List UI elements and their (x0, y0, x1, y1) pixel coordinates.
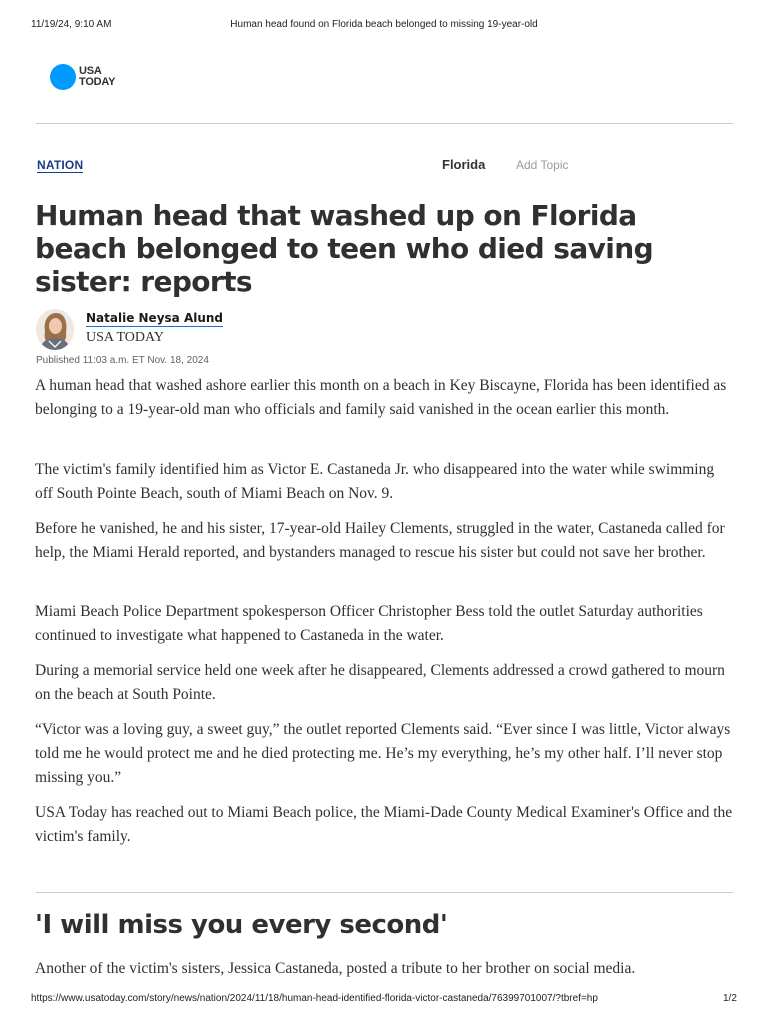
print-date: 11/19/24, 9:10 AM (31, 19, 112, 30)
logo-circle-icon (50, 64, 76, 90)
paragraph-3: Before he vanished, he and his sister, 17-year-old Hailey Clements, struggled in the water, Castaneda called for help, the Miami Herald reported, and bystanders managed to rescue his sister but could not save her brother. (35, 520, 725, 561)
paragraph-1: A human head that washed ashore earlier this month on a beach in Key Biscayne, Florida has been identified as belonging to a 19-year-old man who officials and family said vanished in the ocean earlier this month. (35, 377, 727, 418)
byline (36, 309, 436, 351)
paragraph-2: The victim's family identified him as Victor E. Castaneda Jr. who disappeared into the water while swimming off South Pointe Beach, south of Miami Beach on Nov. 9. (35, 461, 715, 502)
topic-bar (36, 157, 733, 177)
header-divider (36, 123, 733, 124)
article-headline: Human head that washed up on Florida beach belonged to teen who died saving sister: reports (35, 199, 654, 298)
print-page-number: 1/2 (723, 993, 737, 1004)
print-header (0, 19, 768, 33)
paragraph-6-quote: “Victor was a loving guy, a sweet guy,” the outlet reported Clements said. “Ever since I was little, Victor always told me he would protect me and he died protecting me. He’s my everything, he’s my other half. I’ll never stop missing you.” (35, 721, 731, 786)
add-topic-button[interactable]: Add Topic (516, 158, 569, 172)
paragraph-7: USA Today has reached out to Miami Beach police, the Miami-Dade County Medical Examiner's Office and the victim's family. (35, 804, 733, 845)
print-footer (0, 993, 768, 1007)
topic-florida[interactable]: Florida (442, 157, 486, 172)
author-organization: USA TODAY (86, 330, 164, 345)
logo-line-2: TODAY (79, 76, 116, 88)
print-url: https://www.usatoday.com/story/news/nation/2024/11/18/human-head-identified-florida-victor-castaneda/76399701007/?tbref=hp (31, 993, 598, 1004)
author-avatar[interactable] (36, 309, 74, 350)
logo-line-1: USA (79, 65, 102, 77)
usa-today-logo[interactable] (50, 63, 115, 91)
section-divider (36, 892, 733, 893)
logo-wordmark (79, 66, 115, 88)
published-timestamp: Published 11:03 a.m. ET Nov. 18, 2024 (36, 355, 209, 366)
author-name-link[interactable]: Natalie Neysa Alund (86, 311, 224, 325)
print-title: Human head found on Florida beach belonged to missing 19-year-old (230, 19, 538, 30)
section-subheading: 'I will miss you every second' (35, 910, 448, 940)
paragraph-8: Another of the victim's sisters, Jessica Castaneda, posted a tribute to her brother on social media. (35, 960, 636, 977)
paragraph-4: Miami Beach Police Department spokesperson Officer Christopher Bess told the outlet Saturday authorities continued to investigate what happened to Castaneda in the water. (35, 603, 703, 644)
section-link-nation[interactable]: NATION (37, 158, 84, 172)
paragraph-5: During a memorial service held one week after he disappeared, Clements addressed a crowd gathered to mourn on the beach at South Pointe. (35, 662, 725, 703)
